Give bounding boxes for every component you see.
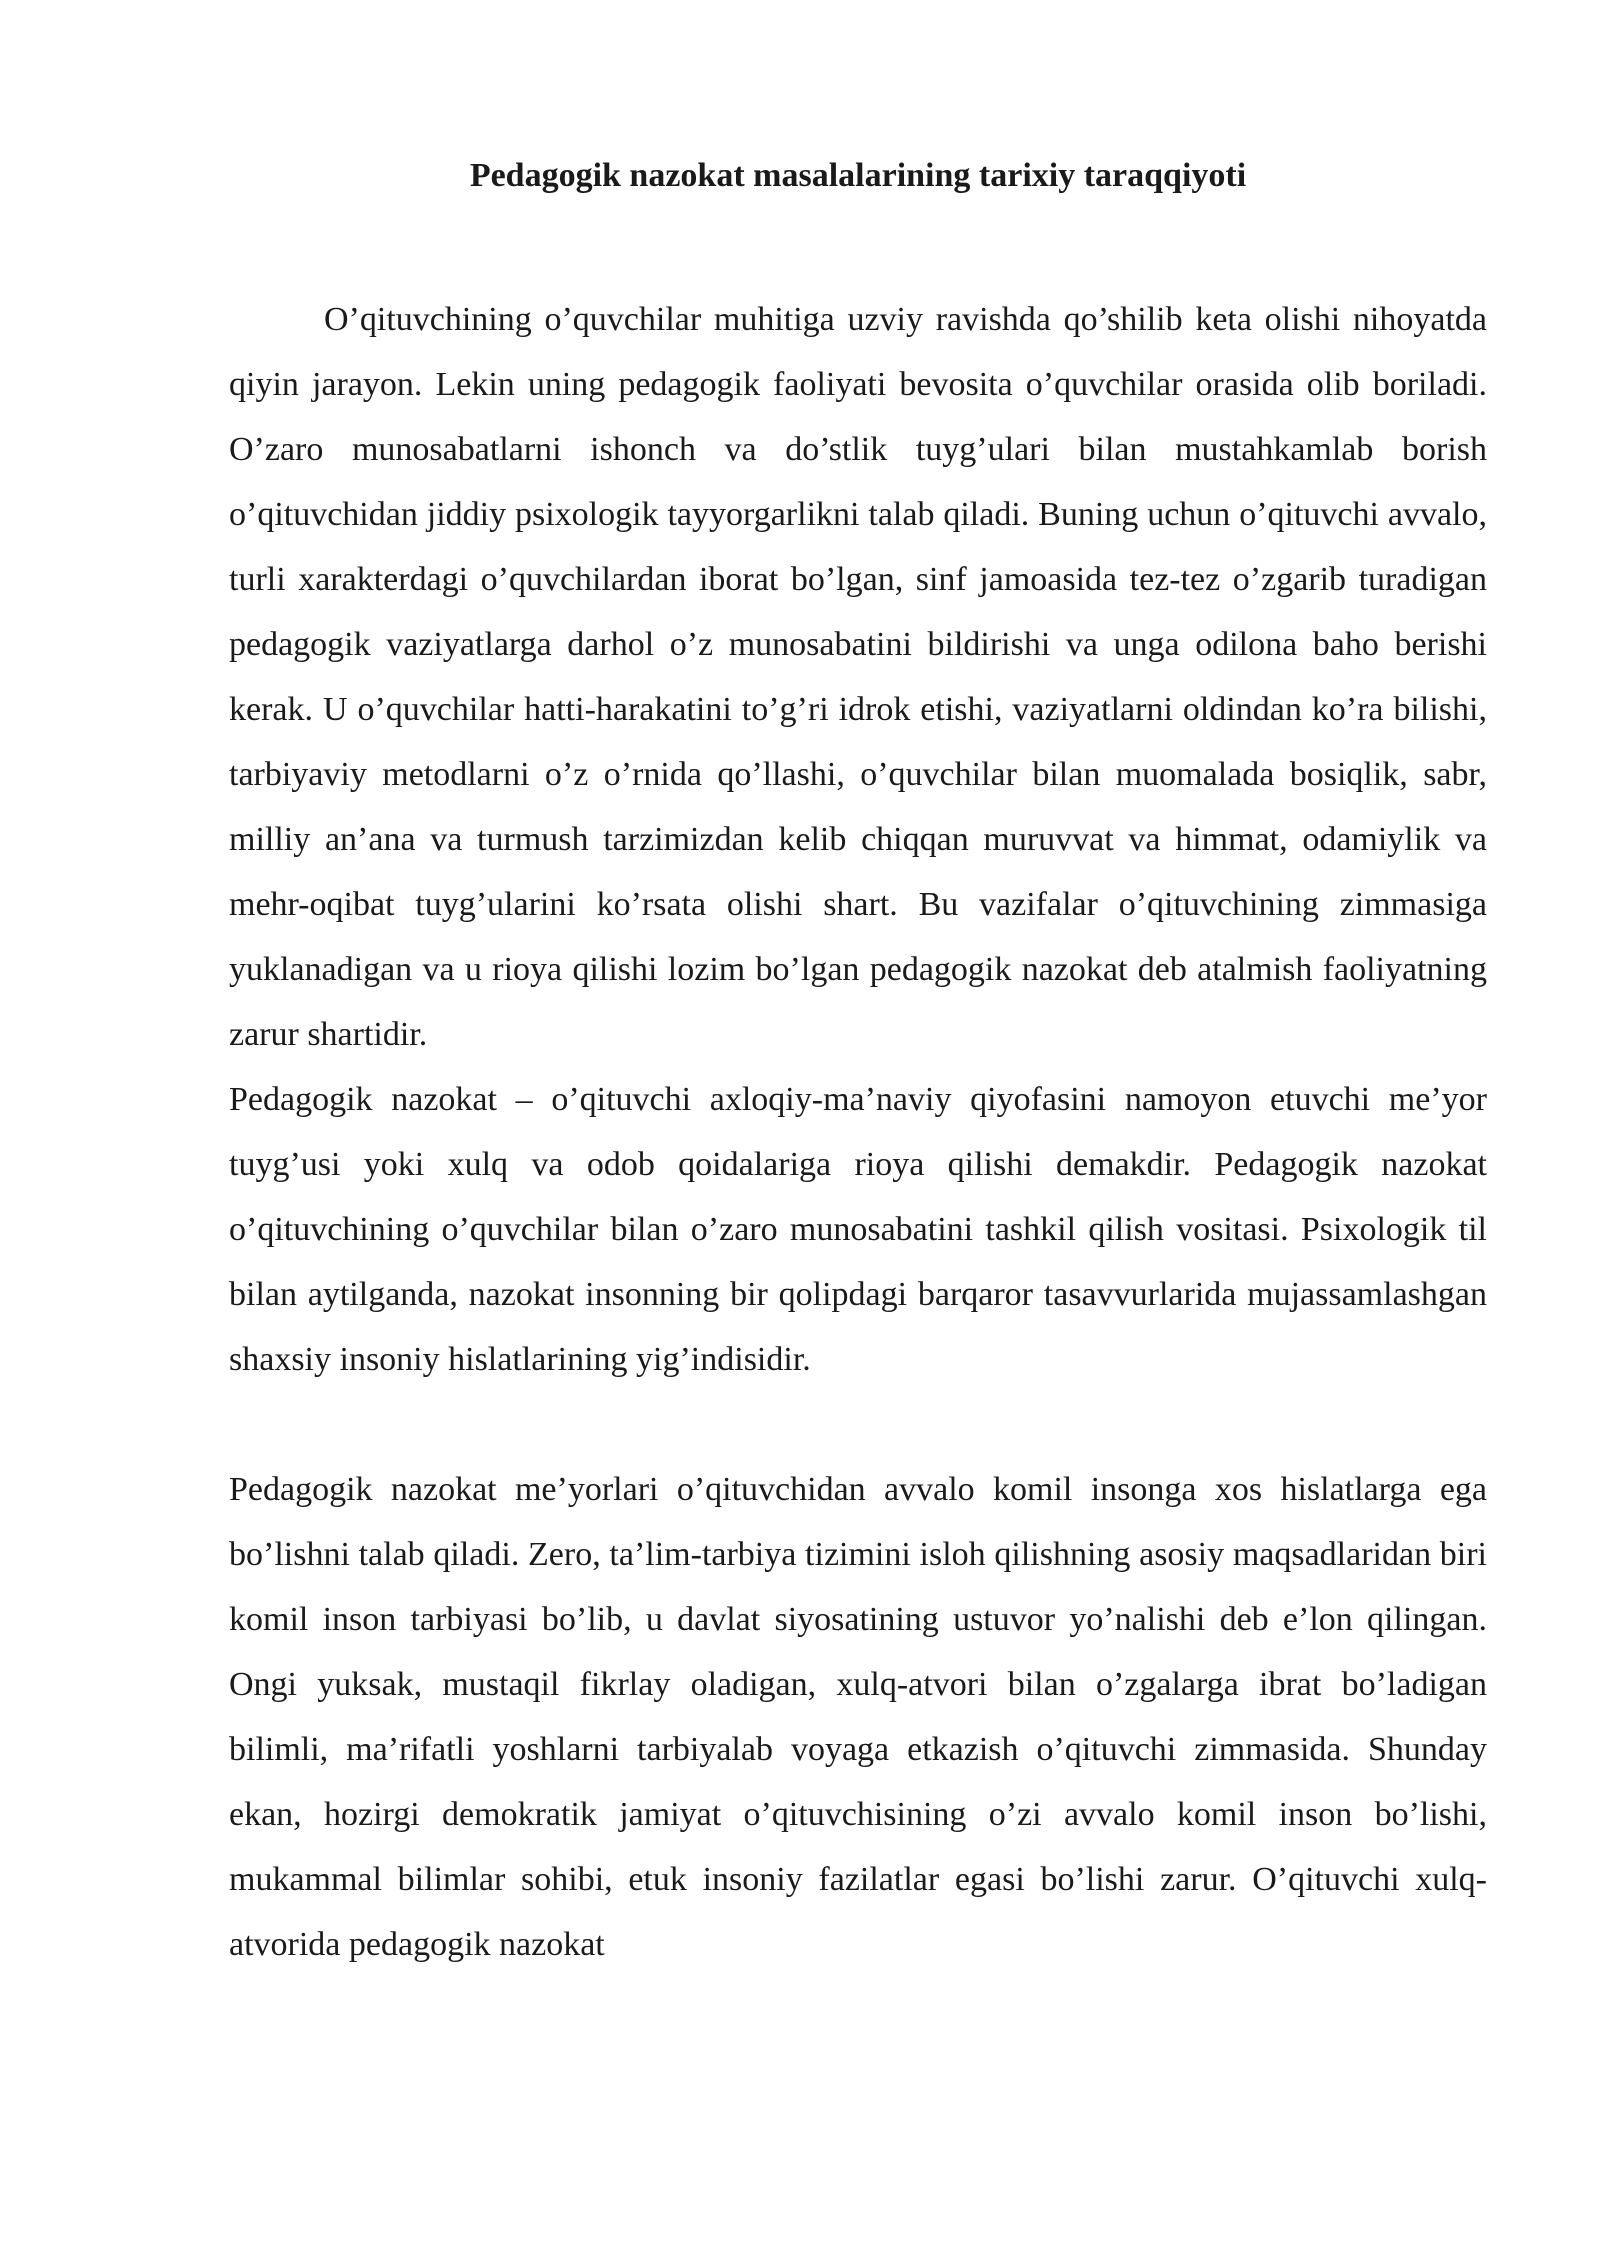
- paragraph-2: Pedagogik nazokat – o’qituvchi axloqiy-ma’naviy qiyofasini namoyon etuvchi me’yor tuyg’usi yoki xulq va odob qoidalariga rioya qilishi demakdir. Pedagogik nazokat o’qituvchining o’quvchilar bilan o’zaro munosabatini tashkil qilish vositasi. Psixologik til bilan aytilganda, nazokat insonning bir qolipdagi barqaror tasavvurlarida mujassamlashgan shaxsiy insoniy hislatlarining yig’indisidir.: [229, 1081, 1487, 1378]
- paragraph-3: Pedagogik nazokat me’yorlari o’qituvchidan avvalo komil insonga xos hislatlarga ega bo’lishni talab qiladi. Zero, ta’lim-tarbiya tizimini isloh qilishning asosiy maqsadlaridan biri komil inson tarbiyasi bo’lib, u davlat siyosatining ustuvor yo’nalishi deb e’lon qilingan. Ongi yuksak, mustaqil fikrlay oladigan, xulq-atvori bilan o’zgalarga ibrat bo’ladigan bilimli, ma’rifatli yoshlarni tarbiyalab voyaga etkazish o’qituvchi zimmasida. Shunday ekan, hozirgi demokratik jamiyat o’qituvchisining o’zi avvalo komil inson bo’lishi, mukammal bilimlar sohibi, etuk insoniy fazilatlar egasi bo’lishi zarur. O’qituvchi xulq-atvorida pedagogik nazokat: [229, 1471, 1487, 1963]
- paragraph-1: O’qituvchining o’quvchilar muhitiga uzviy ravishda qo’shilib keta olishi nihoyatda qiyin jarayon. Lekin uning pedagogik faoliyati bevosita o’quvchilar orasida olib boriladi. O’zaro munosabatlarni ishonch va do’stlik tuyg’ulari bilan mustahkamlab borish o’qituvchidan jiddiy psixologik tayyorgarlikni talab qiladi. Buning uchun o’qituvchi avvalo, turli xarakterdagi o’quvchilardan iborat bo’lgan, sinf jamoasida tez-tez o’zgarib turadigan pedagogik vaziyatlarga darhol o’z munosabatini bildirishi va unga odilona baho berishi kerak. U o’quvchilar hatti-harakatini to’g’ri idrok etishi, vaziyatlarni oldindan ko’ra bilishi, tarbiyaviy metodlarni o’z o’rnida qo’llashi, o’quvchilar bilan muomalada bosiqlik, sabr, milliy an’ana va turmush tarzimizdan kelib chiqqan muruvvat va himmat, odamiylik va mehr-oqibat tuyg’ularini ko’rsata olishi shart. Bu vazifalar o’qituvchining zimmasiga yuklanadigan va u rioya qilishi lozim bo’lgan pedagogik nazokat deb atalmish faoliyatning zarur shartidir.: [229, 301, 1487, 1053]
- document-title: Pedagogik nazokat masalalarining tarixiy taraqqiyoti: [469, 157, 1247, 194]
- document-body: [229, 150, 1487, 1977]
